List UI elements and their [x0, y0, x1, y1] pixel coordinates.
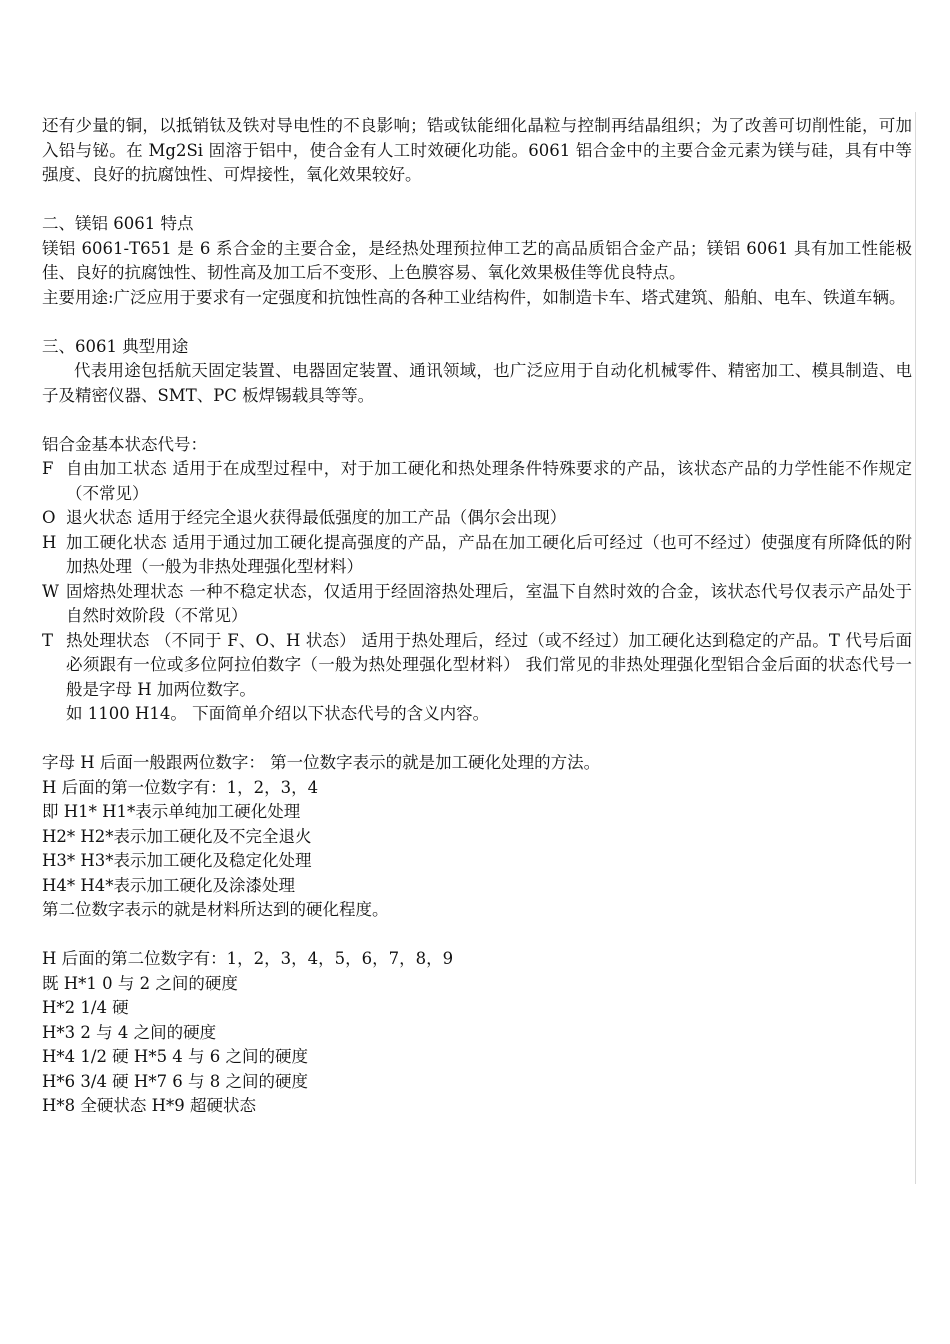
- h-first-digits: H 后面的第一位数字有：1，2，3，4: [42, 777, 319, 797]
- document-page: [40, 112, 916, 1184]
- temper-text: 热处理状态 （不同于 F、O、H 状态） 适用于热处理后，经过（或不经过）加工硬化达到稳定的产品。T 代号后面必须跟有一位或多位阿拉伯数字（一般为热处理强化型材料） 我们常见的非热处理强化型铝合金后面的状态代号一般是字母 H 加两位数字。: [66, 630, 912, 699]
- h-first-line: H3* H3*表示加工硬化及稳定化处理: [42, 851, 312, 870]
- h-second-line: H*3 2 与 4 之间的硬度: [42, 1022, 217, 1042]
- h-second-line: H*4 1/2 硬 H*5 4 与 6 之间的硬度: [42, 1047, 309, 1066]
- temper-code: F: [42, 459, 54, 478]
- h-first-line: H2* H2*表示加工硬化及不完全退火: [42, 826, 312, 846]
- temper-item-f: [42, 457, 912, 506]
- temper-item-t: [42, 629, 912, 703]
- temper-item-o: [42, 506, 912, 531]
- h-second-note: 第二位数字表示的就是材料所达到的硬化程度。: [42, 900, 389, 919]
- temper-item-h: [42, 531, 912, 580]
- temper-example: 如 1100 H14。 下面简单介绍以下状态代号的含义内容。: [66, 704, 490, 723]
- temper-text: 固熔热处理状态 一种不稳定状态，仅适用于经固溶热处理后，室温下自然时效的合金，该状态代号仅表示产品处于自然时效阶段（不常见）: [66, 581, 912, 625]
- temper-code: O: [42, 508, 56, 527]
- temper-code: W: [42, 581, 59, 601]
- section3-heading: 三、6061 典型用途: [42, 336, 189, 356]
- temper-heading: 铝合金基本状态代号：: [42, 434, 207, 454]
- temper-text: 退火状态 适用于经完全退火获得最低强度的加工产品（偶尔会出现）: [66, 508, 567, 527]
- temper-text: 自由加工状态 适用于在成型过程中，对于加工硬化和热处理条件特殊要求的产品，该状态产品的力学性能不作规定（不常见）: [66, 459, 912, 503]
- section2-paragraph-2: 主要用途:广泛应用于要求有一定强度和抗蚀性高的各种工业结构件，如制造卡车、塔式建筑、船舶、电车、铁道车辆。: [42, 287, 906, 307]
- h-first-line: H4* H4*表示加工硬化及涂漆处理: [42, 875, 296, 895]
- section2-heading: 二、镁铝 6061 特点: [42, 214, 194, 233]
- temper-item-w: [42, 580, 912, 629]
- temper-code: T: [42, 630, 54, 650]
- intro-paragraph: 还有少量的铜，以抵销钛及铁对导电性的不良影响；锆或钛能细化晶粒与控制再结晶组织；为了改善可切削性能，可加入铅与铋。在 Mg2Si 固溶于铝中，使合金有人工时效硬化功能。6061 铝合金中的主要合金元素为镁与硅，具有中等强度、良好的抗腐蚀性、可焊接性，氧化效果较好。: [42, 116, 912, 184]
- h-first-intro: 字母 H 后面一般跟两位数字： 第一位数字表示的就是加工硬化处理的方法。: [42, 753, 601, 772]
- section3-paragraph: 代表用途包括航天固定装置、电器固定装置、通讯领域，也广泛应用于自动化机械零件、精密加工、模具制造、电子及精密仪器、SMT、PC 板焊锡载具等等。: [42, 361, 912, 405]
- h-first-line: 即 H1* H1*表示单纯加工硬化处理: [42, 802, 301, 821]
- h-second-line: H*2 1/4 硬: [42, 998, 129, 1017]
- h-second-digits: H 后面的第二位数字有：1，2，3，4，5，6，7，8，9: [42, 949, 454, 968]
- temper-code: H: [42, 532, 57, 552]
- document-body: [42, 114, 912, 1119]
- h-second-line: 既 H*1 0 与 2 之间的硬度: [42, 973, 238, 993]
- h-second-line: H*8 全硬状态 H*9 超硬状态: [42, 1096, 257, 1115]
- section2-paragraph-1: 镁铝 6061-T651 是 6 系合金的主要合金，是经热处理预拉伸工艺的高品质铝合金产品；镁铝 6061 具有加工性能极佳、良好的抗腐蚀性、韧性高及加工后不变形、上色膜容易、氧化效果极佳等优良特点。: [42, 238, 912, 282]
- h-second-line: H*6 3/4 硬 H*7 6 与 8 之间的硬度: [42, 1071, 309, 1091]
- temper-text: 加工硬化状态 适用于通过加工硬化提高强度的产品，产品在加工硬化后可经过（也可不经过）使强度有所降低的附加热处理（一般为非热处理强化型材料）: [66, 532, 912, 576]
